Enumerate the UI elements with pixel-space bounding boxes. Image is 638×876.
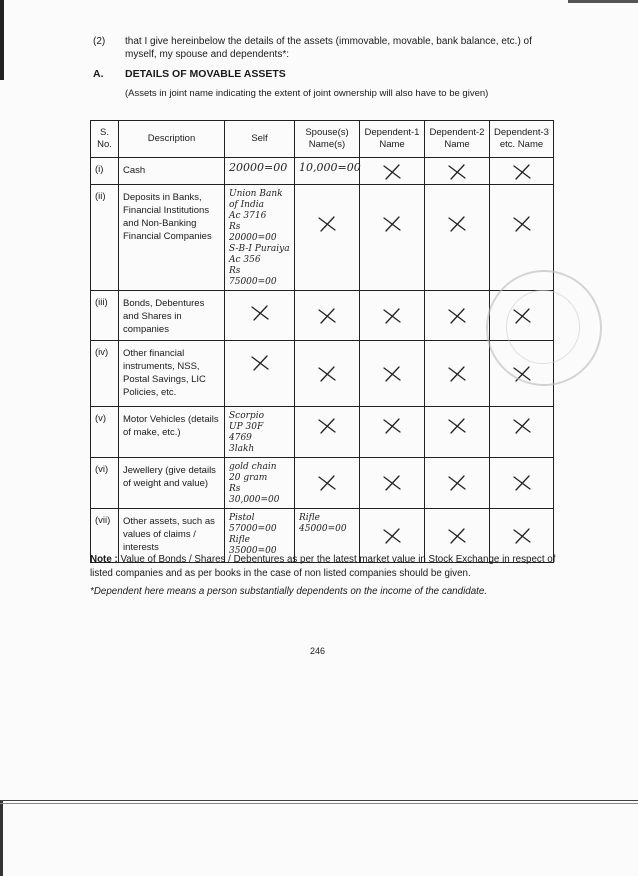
cross-mark-icon — [429, 294, 485, 325]
header-description: Description — [119, 121, 225, 158]
cross-mark-icon — [229, 344, 290, 372]
cross-mark-icon — [364, 161, 420, 181]
row-self-value — [225, 158, 295, 185]
cross-mark-icon — [364, 294, 420, 325]
cross-mark-icon — [429, 188, 485, 233]
row-description: Other financial instruments, NSS, Postal Savings, LIC Policies, etc. — [119, 341, 225, 407]
header-dependent-3: Dependent-3 etc. Name — [490, 121, 554, 158]
row-description: Cash — [119, 158, 225, 185]
cross-mark-icon — [429, 161, 485, 181]
scan-line — [0, 803, 638, 804]
row-description: Jewellery (give details of weight and value) — [119, 458, 225, 509]
row-dependent-3-value — [490, 458, 554, 509]
row-dependent-1-value — [360, 341, 425, 407]
cross-mark-icon — [299, 461, 355, 492]
cross-mark-icon — [364, 410, 420, 435]
handwritten-self-value: Scorpio UP 30F 4769 3lakh — [229, 411, 264, 454]
note-text: Value of Bonds / Shares / Debentures as per the latest market value in Stock Exchange in respect of listed companies and as per books in the case of non listed companies should be given. — [90, 554, 556, 579]
cross-mark-icon — [299, 410, 355, 435]
cross-mark-icon — [229, 294, 290, 322]
row-description: Motor Vehicles (details of make, etc.) — [119, 407, 225, 458]
row-sno: (iii) — [91, 291, 119, 341]
row-dependent-3-value — [490, 158, 554, 185]
row-dependent-1-value — [360, 458, 425, 509]
row-sno: (vi) — [91, 458, 119, 509]
header-dependent-1: Dependent-1 Name — [360, 121, 425, 158]
row-dependent-2-value — [425, 341, 490, 407]
row-dependent-3-value — [490, 407, 554, 458]
handwritten-spouse-value: Rifle 45000=00 — [299, 513, 347, 534]
section-title: DETAILS OF MOVABLE ASSETS — [125, 68, 286, 80]
table-row — [91, 291, 554, 341]
row-spouse-value — [295, 407, 360, 458]
movable-assets-table — [90, 120, 554, 563]
row-dependent-2-value — [425, 407, 490, 458]
row-self-value — [225, 458, 295, 509]
cross-mark-icon — [364, 512, 420, 545]
scan-edge — [568, 0, 638, 3]
scan-edge — [0, 800, 3, 876]
handwritten-self-value: Pistol 57000=00 Rifle 35000=00 — [229, 513, 277, 556]
cross-mark-icon — [299, 294, 355, 325]
handwritten-self-value: 20000=00 — [229, 161, 288, 174]
note-paragraph — [90, 553, 560, 581]
scan-edge — [0, 0, 4, 80]
row-dependent-2-value — [425, 185, 490, 291]
header-sno: S. No. — [91, 121, 119, 158]
intro-text: that I give hereinbelow the details of the assets (immovable, movable, bank balance, etc.) of myself, my spouse and dependents*: — [125, 36, 532, 60]
row-dependent-2-value — [425, 158, 490, 185]
table-row — [91, 407, 554, 458]
row-dependent-2-value — [425, 291, 490, 341]
row-dependent-1-value — [360, 158, 425, 185]
row-sno: (vii) — [91, 509, 119, 563]
cross-mark-icon — [494, 410, 549, 435]
header-dependent-2: Dependent-2 Name — [425, 121, 490, 158]
cross-mark-icon — [299, 344, 355, 383]
cross-mark-icon — [429, 344, 485, 383]
row-spouse-value — [295, 458, 360, 509]
row-self-value — [225, 185, 295, 291]
row-dependent-1-value — [360, 407, 425, 458]
row-dependent-1-value — [360, 185, 425, 291]
cross-mark-icon — [494, 512, 549, 545]
table-row — [91, 458, 554, 509]
cross-mark-icon — [429, 410, 485, 435]
row-self-value — [225, 291, 295, 341]
cross-mark-icon — [299, 188, 355, 233]
row-dependent-1-value — [360, 291, 425, 341]
row-sno: (i) — [91, 158, 119, 185]
row-sno: (iv) — [91, 341, 119, 407]
header-self: Self — [225, 121, 295, 158]
row-self-value — [225, 407, 295, 458]
note-label: Note : — [90, 554, 118, 565]
cross-mark-icon — [494, 161, 549, 181]
header-spouse: Spouse(s) Name(s) — [295, 121, 360, 158]
cross-mark-icon — [364, 344, 420, 383]
row-sno: (ii) — [91, 185, 119, 291]
table-row — [91, 185, 554, 291]
section-subnote: (Assets in joint name indicating the extent of joint ownership will also have to be given) — [125, 88, 489, 99]
seal-stamp-icon — [486, 270, 602, 386]
cross-mark-icon — [494, 461, 549, 492]
row-sno: (v) — [91, 407, 119, 458]
cross-mark-icon — [364, 461, 420, 492]
handwritten-self-value: gold chain 20 gram Rs 30,000=00 — [229, 462, 280, 505]
section-letter: A. — [93, 68, 104, 80]
dependent-note: *Dependent here means a person substantially dependents on the income of the candidate. — [90, 586, 488, 597]
row-spouse-value — [295, 341, 360, 407]
row-self-value — [225, 341, 295, 407]
page-number: 246 — [310, 646, 326, 656]
table-row — [91, 341, 554, 407]
scan-line — [0, 800, 638, 801]
table-row — [91, 158, 554, 185]
cross-mark-icon — [364, 188, 420, 233]
table-header-row — [91, 121, 554, 158]
row-description: Deposits in Banks, Financial Institutions and Non-Banking Financial Companies — [119, 185, 225, 291]
row-dependent-2-value — [425, 458, 490, 509]
handwritten-spouse-value: 10,000=00 — [299, 161, 361, 174]
cross-mark-icon — [494, 188, 549, 233]
row-description: Bonds, Debentures and Shares in companies — [119, 291, 225, 341]
cross-mark-icon — [429, 512, 485, 545]
handwritten-self-value: Union Bank of India Ac 3716 Rs 20000=00 S-B-I Puraiya Ac 356 Rs 75000=00 — [229, 189, 290, 287]
row-spouse-value — [295, 291, 360, 341]
row-description: Other assets, such as values of claims / interests — [119, 509, 225, 563]
cross-mark-icon — [429, 461, 485, 492]
row-spouse-value — [295, 158, 360, 185]
row-spouse-value — [295, 185, 360, 291]
intro-number: (2) — [93, 36, 106, 47]
